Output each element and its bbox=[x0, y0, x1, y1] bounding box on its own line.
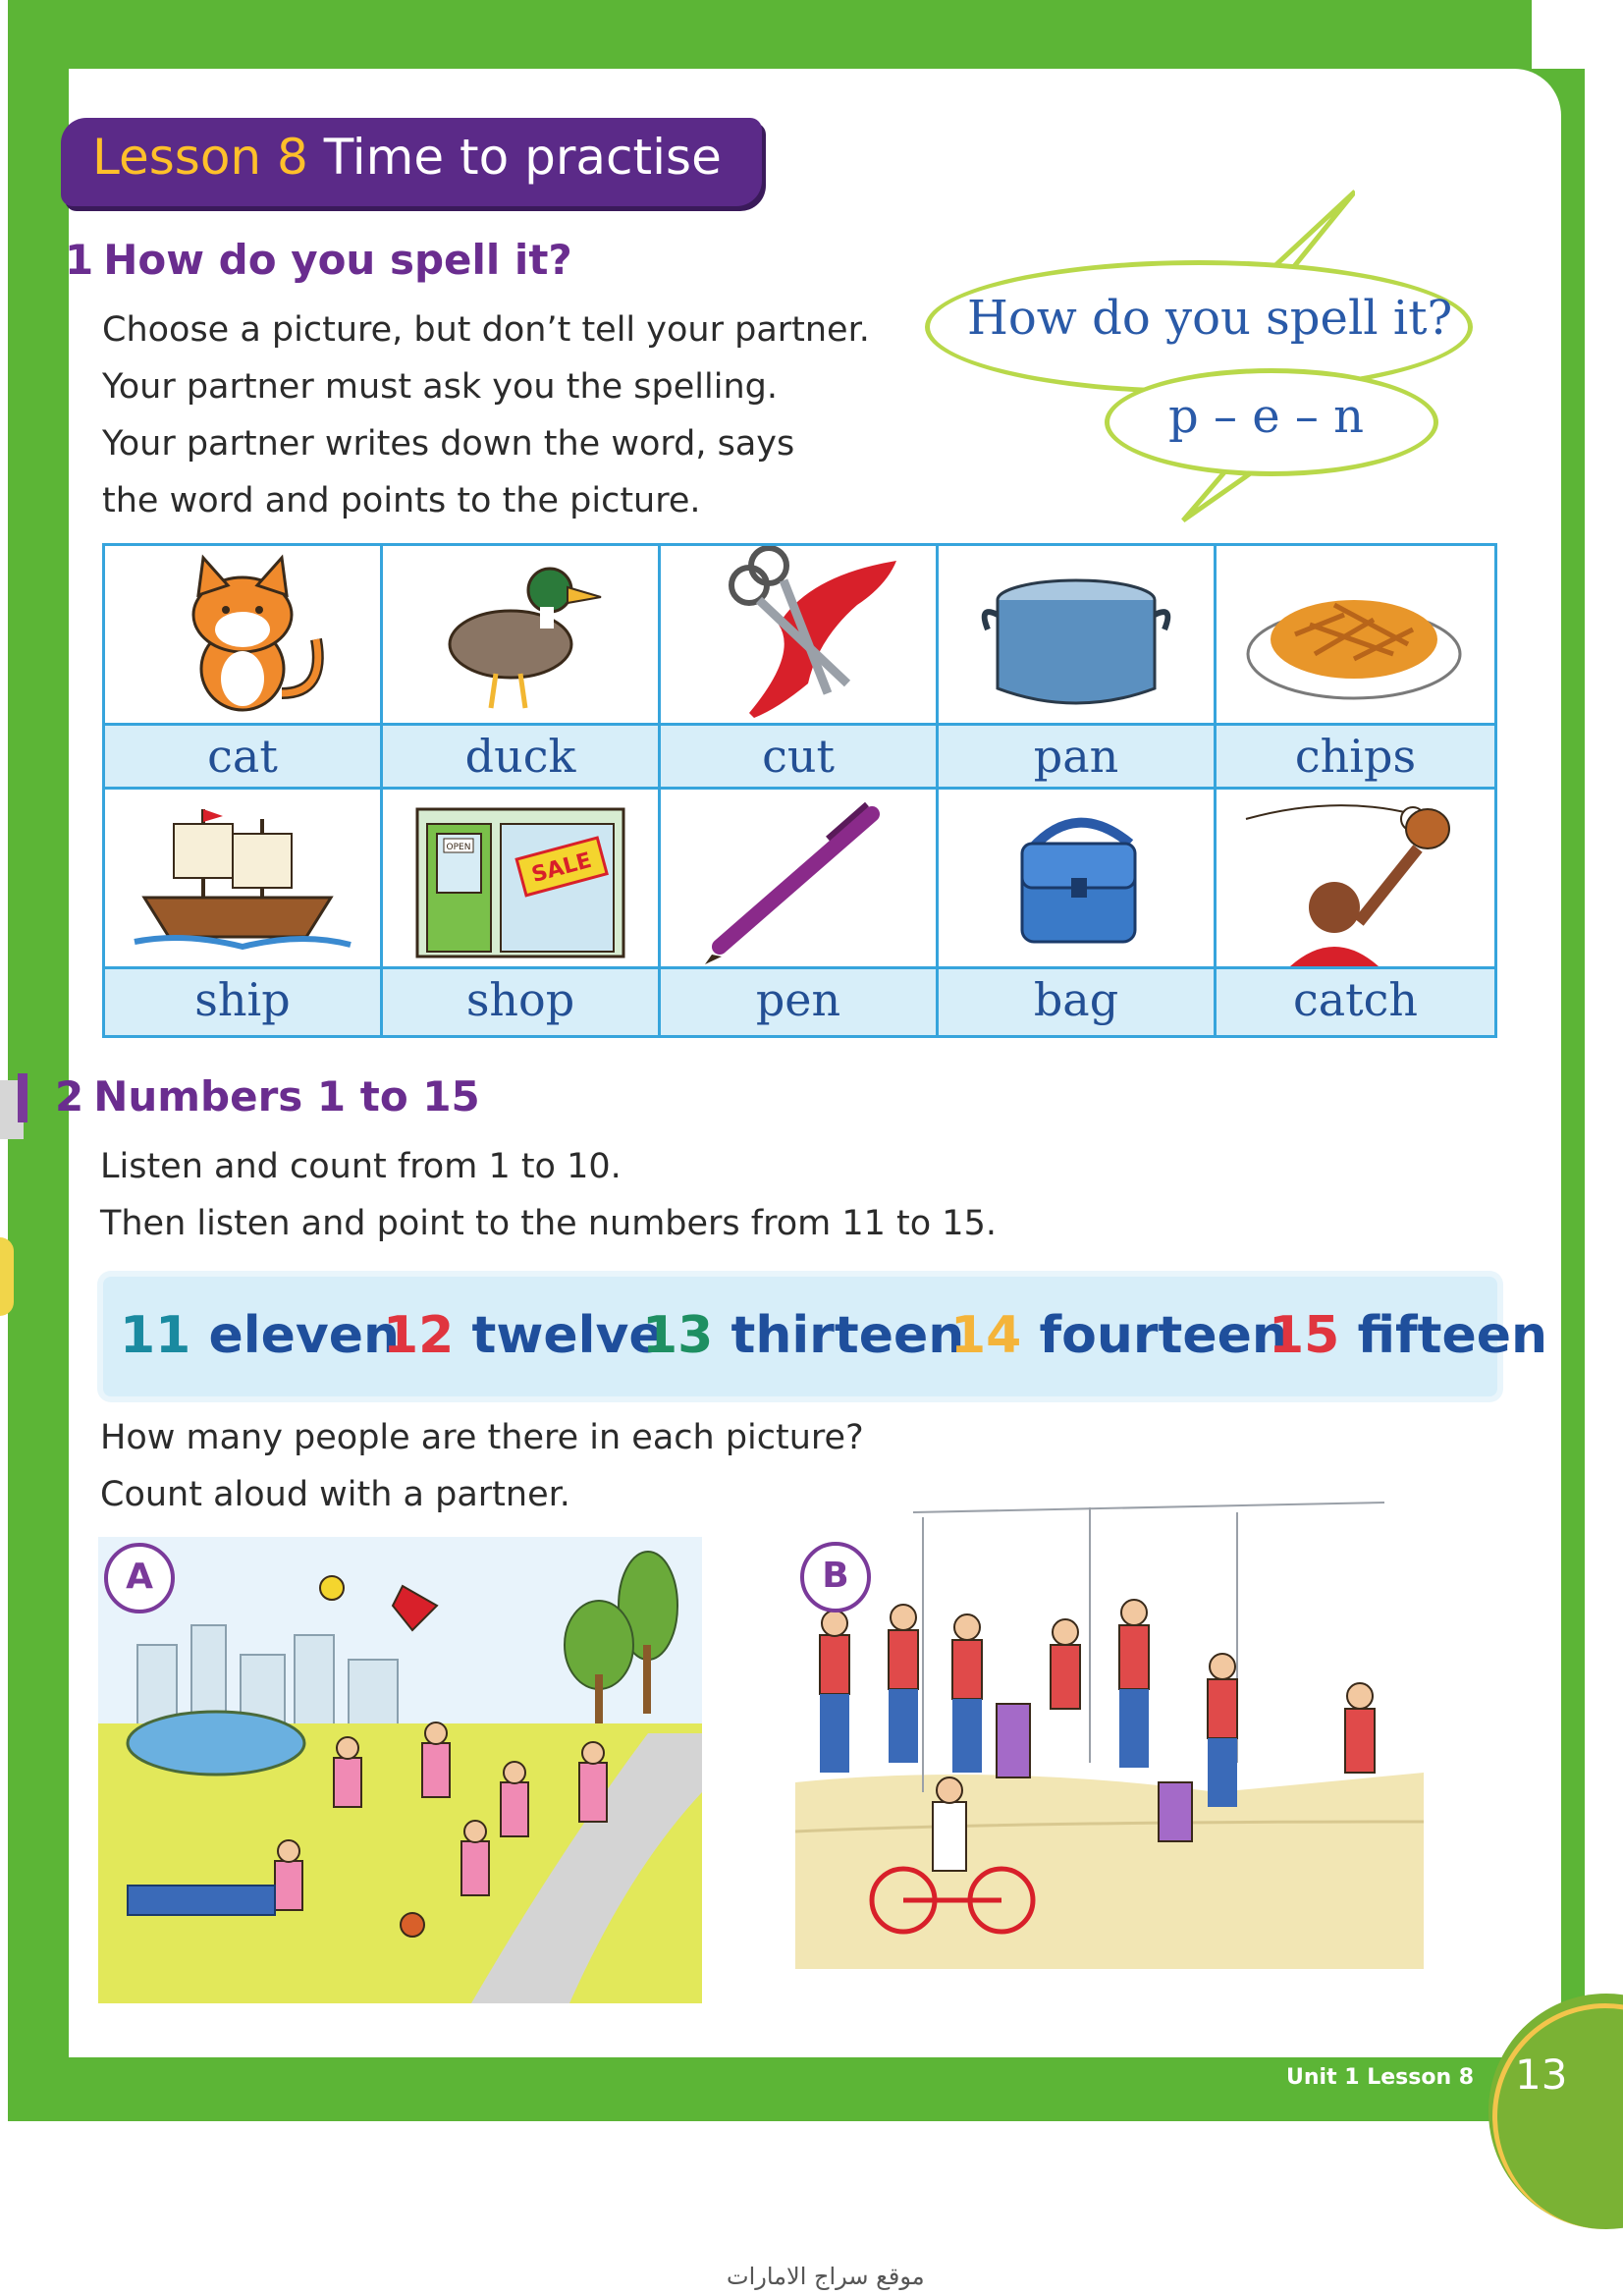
number-15-word: fifteen bbox=[1357, 1306, 1548, 1365]
number-15 bbox=[1269, 1306, 1547, 1365]
picture-a-park[interactable] bbox=[98, 1537, 702, 2003]
number-12-digits: 12 bbox=[383, 1306, 455, 1365]
word-shop: shop bbox=[383, 966, 661, 1035]
page-corner bbox=[1532, 0, 1623, 69]
section-1-line-3: Your partner writes down the word, says bbox=[102, 424, 795, 464]
word-bag: bag bbox=[939, 966, 1217, 1035]
picture-a-badge: A bbox=[104, 1543, 175, 1613]
picture-catch[interactable] bbox=[1217, 790, 1494, 966]
number-14-digits: 14 bbox=[950, 1306, 1022, 1365]
section-2-line-2: Then listen and point to the numbers from 11 to 15. bbox=[100, 1204, 997, 1243]
number-15-digits: 15 bbox=[1269, 1306, 1340, 1365]
picture-b-street[interactable] bbox=[795, 1498, 1424, 1969]
word-cat: cat bbox=[105, 723, 383, 790]
site-credit: موقع سراج الامارات bbox=[727, 2263, 925, 2290]
number-14 bbox=[950, 1306, 1288, 1365]
question-line-2: Count aloud with a partner. bbox=[100, 1475, 570, 1514]
scissors-ribbon-icon bbox=[661, 546, 936, 723]
picture-bag[interactable] bbox=[939, 790, 1217, 966]
picture-ship[interactable] bbox=[105, 790, 383, 966]
word-duck: duck bbox=[383, 723, 661, 790]
number-13-word: thirteen bbox=[730, 1306, 965, 1365]
section-2-number: 2 bbox=[55, 1072, 84, 1121]
audio-marker bbox=[18, 1073, 27, 1122]
section-2-heading bbox=[55, 1072, 480, 1121]
catch-icon bbox=[1217, 790, 1491, 966]
chips-icon bbox=[1217, 546, 1491, 723]
pan-icon bbox=[939, 546, 1214, 723]
number-13 bbox=[642, 1306, 964, 1365]
picture-pen[interactable] bbox=[661, 790, 939, 966]
bubble-answer-text: p – e – n bbox=[1168, 389, 1365, 444]
duck-icon bbox=[383, 546, 658, 723]
page-number: 13 bbox=[1515, 2050, 1568, 2099]
picture-cut[interactable] bbox=[661, 546, 939, 723]
section-2-title: Numbers 1 to 15 bbox=[93, 1072, 480, 1121]
shop-icon bbox=[383, 790, 658, 966]
number-11-word: eleven bbox=[208, 1306, 401, 1365]
section-2-line-1: Listen and count from 1 to 10. bbox=[100, 1147, 622, 1186]
picture-cat[interactable] bbox=[105, 546, 383, 723]
lesson-title bbox=[92, 129, 722, 186]
word-ship: ship bbox=[105, 966, 383, 1035]
section-1-title: How do you spell it? bbox=[103, 236, 572, 284]
picture-pan[interactable] bbox=[939, 546, 1217, 723]
word-chips: chips bbox=[1217, 723, 1494, 790]
number-12 bbox=[383, 1306, 664, 1365]
number-14-word: fourteen bbox=[1039, 1306, 1288, 1365]
section-1-number: 1 bbox=[65, 236, 94, 284]
section-1-line-1: Choose a picture, but don’t tell your partner. bbox=[102, 310, 870, 350]
word-cut: cut bbox=[661, 723, 939, 790]
lesson-name: Time to practise bbox=[323, 129, 722, 186]
word-pen: pen bbox=[661, 966, 939, 1035]
lesson-number: 8 bbox=[277, 129, 308, 186]
lesson-label: Lesson bbox=[92, 129, 262, 186]
shop-door-text: OPEN bbox=[446, 843, 471, 852]
street-scene-illustration bbox=[795, 1498, 1424, 1969]
number-11 bbox=[120, 1306, 400, 1365]
park-scene-illustration bbox=[98, 1537, 702, 2003]
word-catch: catch bbox=[1217, 966, 1494, 1035]
ship-icon bbox=[105, 790, 380, 966]
section-1-line-2: Your partner must ask you the spelling. bbox=[102, 367, 778, 407]
section-1-heading bbox=[65, 236, 572, 284]
unit-lesson-label: Unit 1 Lesson 8 bbox=[1286, 2065, 1475, 2090]
number-12-word: twelve bbox=[471, 1306, 664, 1365]
question-line-1: How many people are there in each picture? bbox=[100, 1418, 864, 1457]
shop-sign-text: SALE bbox=[528, 847, 595, 889]
word-pan: pan bbox=[939, 723, 1217, 790]
picture-duck[interactable] bbox=[383, 546, 661, 723]
picture-grid bbox=[102, 543, 1497, 1038]
binding-tab-yellow bbox=[0, 1237, 14, 1316]
bag-icon bbox=[939, 790, 1214, 966]
picture-chips[interactable] bbox=[1217, 546, 1494, 723]
number-11-digits: 11 bbox=[120, 1306, 191, 1365]
bubble-question-text: How do you spell it? bbox=[967, 291, 1453, 346]
picture-shop[interactable] bbox=[383, 790, 661, 966]
cat-icon bbox=[105, 546, 380, 723]
picture-b-badge: B bbox=[800, 1542, 871, 1613]
section-1-line-4: the word and points to the picture. bbox=[102, 481, 701, 520]
pen-icon bbox=[661, 790, 936, 966]
number-13-digits: 13 bbox=[642, 1306, 714, 1365]
